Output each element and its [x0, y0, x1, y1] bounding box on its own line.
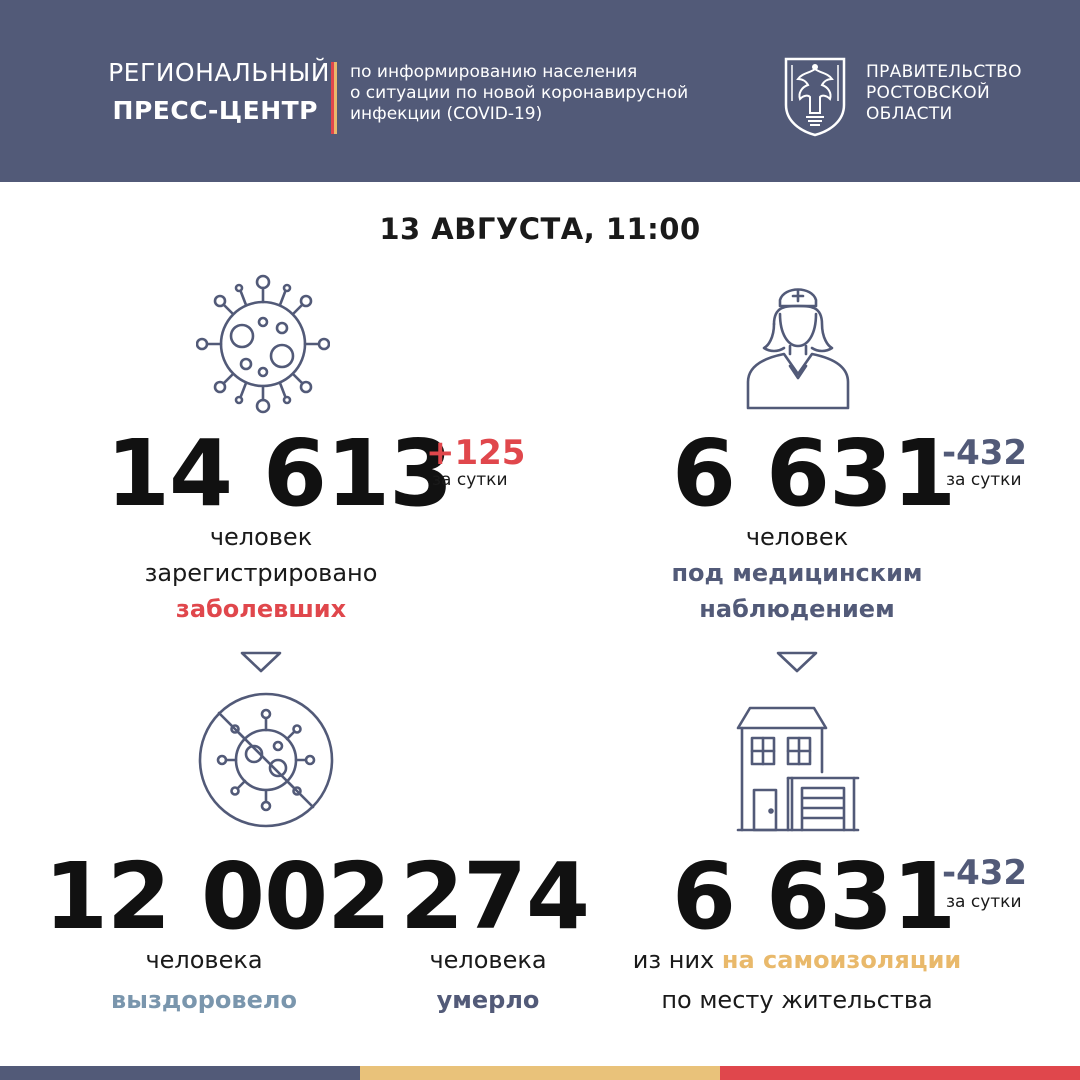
description-line: инфекции (COVID-19) [350, 104, 543, 124]
died-label-line1: человека [429, 946, 547, 974]
brand-title-line2: ПРЕСС-ЦЕНТР [112, 96, 318, 125]
observed-count: 6 631 [672, 420, 956, 527]
down-arrow-icon [776, 651, 818, 673]
isolation-count: 6 631 [672, 843, 956, 950]
observed-label-line1: человек [745, 523, 849, 551]
coat-of-arms-icon [780, 55, 850, 137]
virus-crossed-icon [196, 690, 336, 830]
died-label-line2: умерло [436, 986, 540, 1014]
isolation-delta: -432 [942, 853, 1028, 893]
isolation-label-line1 [597, 944, 997, 976]
footer-stripe-slate [0, 1066, 360, 1080]
government-title-line: РОСТОВСКОЙ [866, 83, 990, 103]
isolation-label-prefix: из них [632, 946, 715, 974]
government-title [866, 62, 1066, 125]
house-icon [736, 706, 860, 832]
observed-delta-note: за сутки [946, 470, 1022, 490]
press-center-description [350, 62, 750, 125]
description-line: по информированию населения [350, 62, 638, 82]
virus-icon [196, 272, 330, 416]
recovered-count: 12 002 [44, 843, 391, 950]
registered-label-line3: заболевших [175, 595, 347, 623]
recovered-label-line1: человека [145, 946, 263, 974]
isolation-delta-note: за сутки [946, 892, 1022, 912]
registered-label-line1: человек [209, 523, 313, 551]
brand-divider-gold [334, 62, 337, 134]
down-arrow-icon [240, 651, 282, 673]
registered-count: 14 613 [106, 420, 453, 527]
observed-label-line3: наблюдением [699, 595, 895, 623]
brand-title-line1: РЕГИОНАЛЬНЫЙ [108, 58, 330, 87]
footer-stripe-red [720, 1066, 1080, 1080]
nurse-icon [744, 282, 852, 410]
report-date: 13 АВГУСТА, 11:00 [379, 212, 701, 246]
registered-delta: +125 [426, 433, 526, 473]
government-title-line: ОБЛАСТИ [866, 104, 953, 124]
died-count: 274 [400, 843, 590, 950]
description-line: о ситуации по новой коронавирусной [350, 83, 689, 103]
footer-stripe-gold [360, 1066, 720, 1080]
government-title-line: ПРАВИТЕЛЬСТВО [866, 62, 1022, 82]
observed-label-line2: под медицинским [671, 559, 923, 587]
isolation-label-highlight: на самоизоляции [721, 946, 962, 974]
isolation-label-line2: по месту жительства [661, 986, 933, 1014]
registered-label-line2: зарегистрировано [144, 559, 378, 587]
recovered-label-line2: выздоровело [111, 986, 297, 1014]
registered-delta-note: за сутки [432, 470, 508, 490]
observed-delta: -432 [942, 433, 1028, 473]
